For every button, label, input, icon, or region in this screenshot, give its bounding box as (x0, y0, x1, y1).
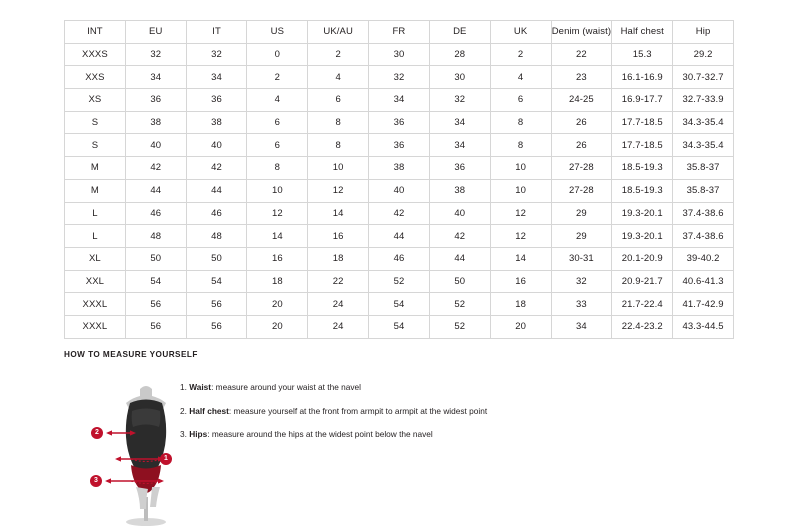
table-cell: 8 (308, 134, 369, 157)
table-cell: 54 (369, 293, 430, 316)
table-cell: 6 (247, 111, 308, 134)
size-chart-body (65, 43, 734, 338)
table-cell: 44 (186, 179, 247, 202)
table-cell: 32 (429, 89, 490, 112)
column-header: INT (65, 21, 126, 44)
table-cell: 33 (551, 293, 612, 316)
table-row (65, 202, 734, 225)
table-cell: 27-28 (551, 157, 612, 180)
table-cell: L (65, 202, 126, 225)
table-cell: 21.7-22.4 (612, 293, 673, 316)
table-cell: 20 (247, 293, 308, 316)
measurement-note (180, 429, 700, 440)
table-cell: 46 (369, 247, 430, 270)
table-cell: 17.7-18.5 (612, 134, 673, 157)
table-row (65, 293, 734, 316)
table-cell: 42 (429, 225, 490, 248)
size-chart-table (64, 20, 734, 339)
table-cell: 2 (490, 43, 551, 66)
note-text: : measure around the hips at the widest point below the navel (207, 429, 433, 439)
table-cell: 4 (490, 66, 551, 89)
table-cell: 44 (369, 225, 430, 248)
table-cell: 10 (247, 179, 308, 202)
column-header: UK/AU (308, 21, 369, 44)
table-cell: 30 (369, 43, 430, 66)
measurement-note (180, 406, 700, 417)
table-cell: 34 (186, 66, 247, 89)
note-number: 3. (180, 429, 187, 439)
table-cell: 29 (551, 202, 612, 225)
table-cell: 16.9-17.7 (612, 89, 673, 112)
table-cell: 18.5-19.3 (612, 157, 673, 180)
note-text: : measure around your waist at the navel (211, 382, 361, 392)
table-cell: 46 (125, 202, 186, 225)
table-cell: 22 (551, 43, 612, 66)
table-cell: 42 (125, 157, 186, 180)
table-row (65, 270, 734, 293)
table-cell: 19.3-20.1 (612, 202, 673, 225)
table-cell: 32 (551, 270, 612, 293)
note-term: Hips (189, 429, 208, 439)
column-header: Half chest (612, 21, 673, 44)
column-header: DE (429, 21, 490, 44)
table-cell: 52 (369, 270, 430, 293)
table-cell: 30.7-32.7 (673, 66, 734, 89)
table-cell: 14 (247, 225, 308, 248)
note-text: : measure yourself at the front from armpit to armpit at the widest point (228, 405, 488, 416)
table-row (65, 247, 734, 270)
table-cell: 38 (369, 157, 430, 180)
table-cell: 0 (247, 43, 308, 66)
table-cell: 40 (369, 179, 430, 202)
size-chart-container (64, 20, 734, 339)
table-cell: 36 (186, 89, 247, 112)
table-cell: 34.3-35.4 (673, 111, 734, 134)
table-cell: 16 (247, 247, 308, 270)
table-cell: 32 (369, 66, 430, 89)
table-cell: 56 (125, 315, 186, 338)
table-cell: 48 (186, 225, 247, 248)
table-cell: 12 (490, 202, 551, 225)
table-cell: 12 (490, 225, 551, 248)
table-cell: 6 (490, 89, 551, 112)
table-cell: 24 (308, 293, 369, 316)
table-row (65, 111, 734, 134)
measurement-note (180, 382, 700, 393)
table-cell: 38 (429, 179, 490, 202)
table-cell: 56 (186, 293, 247, 316)
note-number: 2. (180, 405, 187, 416)
marker-badge-2: 2 (91, 427, 103, 439)
table-cell: 17.7-18.5 (612, 111, 673, 134)
table-cell: 56 (125, 293, 186, 316)
table-cell: 52 (429, 315, 490, 338)
note-term: Half chest (189, 405, 229, 416)
table-cell: 38 (186, 111, 247, 134)
table-cell: 12 (247, 202, 308, 225)
table-cell: 34 (429, 111, 490, 134)
table-cell: 34 (369, 89, 430, 112)
table-cell: 20.9-21.7 (612, 270, 673, 293)
table-cell: 36 (369, 134, 430, 157)
table-cell: 37.4-38.6 (673, 202, 734, 225)
note-term: Waist (189, 382, 212, 392)
column-header: Denim (waist) (551, 21, 612, 44)
table-cell: 18 (308, 247, 369, 270)
table-cell: 27-28 (551, 179, 612, 202)
table-row (65, 225, 734, 248)
how-to-measure-title: HOW TO MEASURE YOURSELF (64, 350, 198, 359)
table-cell: XXL (65, 270, 126, 293)
table-row (65, 66, 734, 89)
table-cell: 40 (429, 202, 490, 225)
table-row (65, 89, 734, 112)
table-cell: 16.1-16.9 (612, 66, 673, 89)
table-cell: 26 (551, 134, 612, 157)
table-cell: 20 (490, 315, 551, 338)
table-cell: 16 (490, 270, 551, 293)
table-cell: 4 (308, 66, 369, 89)
table-cell: 32 (186, 43, 247, 66)
table-cell: 22 (308, 270, 369, 293)
table-cell: 36 (429, 157, 490, 180)
table-cell: 50 (125, 247, 186, 270)
table-header-row (65, 21, 734, 44)
table-cell: 44 (125, 179, 186, 202)
table-cell: 36 (125, 89, 186, 112)
table-cell: XXXL (65, 315, 126, 338)
column-header: EU (125, 21, 186, 44)
table-cell: 35.8-37 (673, 179, 734, 202)
table-cell: 6 (247, 134, 308, 157)
table-cell: 41.7-42.9 (673, 293, 734, 316)
table-cell: 32 (125, 43, 186, 66)
table-cell: 24-25 (551, 89, 612, 112)
table-cell: 30 (429, 66, 490, 89)
table-cell: 23 (551, 66, 612, 89)
table-cell: 43.3-44.5 (673, 315, 734, 338)
table-cell: 56 (186, 315, 247, 338)
table-cell: 18.5-19.3 (612, 179, 673, 202)
table-cell: 46 (186, 202, 247, 225)
table-cell: 8 (490, 111, 551, 134)
how-to-measure-section (64, 350, 764, 484)
note-number: 1. (180, 382, 187, 392)
table-cell: 54 (369, 315, 430, 338)
table-row (65, 315, 734, 338)
table-cell: 10 (308, 157, 369, 180)
table-cell: 6 (308, 89, 369, 112)
table-cell: 36 (369, 111, 430, 134)
table-row (65, 43, 734, 66)
column-header: US (247, 21, 308, 44)
table-cell: 18 (247, 270, 308, 293)
table-cell: 35.8-37 (673, 157, 734, 180)
table-cell: 8 (490, 134, 551, 157)
marker-badge-1: 1 (160, 453, 172, 465)
table-cell: 8 (308, 111, 369, 134)
table-cell: XS (65, 89, 126, 112)
table-cell: 54 (125, 270, 186, 293)
table-cell: 28 (429, 43, 490, 66)
table-cell: 54 (186, 270, 247, 293)
table-row (65, 179, 734, 202)
table-cell: 12 (308, 179, 369, 202)
table-cell: 50 (186, 247, 247, 270)
measurement-notes (180, 382, 700, 453)
table-cell: 16 (308, 225, 369, 248)
table-row (65, 134, 734, 157)
table-cell: S (65, 111, 126, 134)
table-cell: 19.3-20.1 (612, 225, 673, 248)
table-cell: 29.2 (673, 43, 734, 66)
table-cell: 29 (551, 225, 612, 248)
table-cell: 10 (490, 157, 551, 180)
table-cell: 14 (308, 202, 369, 225)
table-cell: 40.6-41.3 (673, 270, 734, 293)
table-cell: M (65, 179, 126, 202)
size-chart-header (65, 21, 734, 44)
column-header: Hip (673, 21, 734, 44)
table-cell: XXXS (65, 43, 126, 66)
table-cell: XXXL (65, 293, 126, 316)
table-cell: 14 (490, 247, 551, 270)
table-cell: 52 (429, 293, 490, 316)
table-cell: 30-31 (551, 247, 612, 270)
table-cell: 40 (186, 134, 247, 157)
table-cell: 4 (247, 89, 308, 112)
table-cell: 34 (551, 315, 612, 338)
table-cell: 32.7-33.9 (673, 89, 734, 112)
table-cell: 2 (247, 66, 308, 89)
table-cell: 40 (125, 134, 186, 157)
table-row (65, 157, 734, 180)
table-cell: 34 (429, 134, 490, 157)
table-cell: XL (65, 247, 126, 270)
table-cell: XXS (65, 66, 126, 89)
table-cell: 37.4-38.6 (673, 225, 734, 248)
column-header: UK (490, 21, 551, 44)
table-cell: 24 (308, 315, 369, 338)
column-header: FR (369, 21, 430, 44)
table-cell: 39-40.2 (673, 247, 734, 270)
table-cell: 18 (490, 293, 551, 316)
table-cell: 20.1-20.9 (612, 247, 673, 270)
table-cell: 26 (551, 111, 612, 134)
table-cell: 42 (369, 202, 430, 225)
table-cell: 22.4-23.2 (612, 315, 673, 338)
table-cell: 10 (490, 179, 551, 202)
table-cell: 34.3-35.4 (673, 134, 734, 157)
table-cell: 20 (247, 315, 308, 338)
table-cell: 38 (125, 111, 186, 134)
table-cell: 42 (186, 157, 247, 180)
table-cell: M (65, 157, 126, 180)
table-cell: 48 (125, 225, 186, 248)
table-cell: L (65, 225, 126, 248)
table-cell: 8 (247, 157, 308, 180)
table-cell: S (65, 134, 126, 157)
table-cell: 15.3 (612, 43, 673, 66)
marker-badge-3: 3 (90, 475, 102, 487)
column-header: IT (186, 21, 247, 44)
table-cell: 34 (125, 66, 186, 89)
table-cell: 50 (429, 270, 490, 293)
table-cell: 44 (429, 247, 490, 270)
table-cell: 2 (308, 43, 369, 66)
